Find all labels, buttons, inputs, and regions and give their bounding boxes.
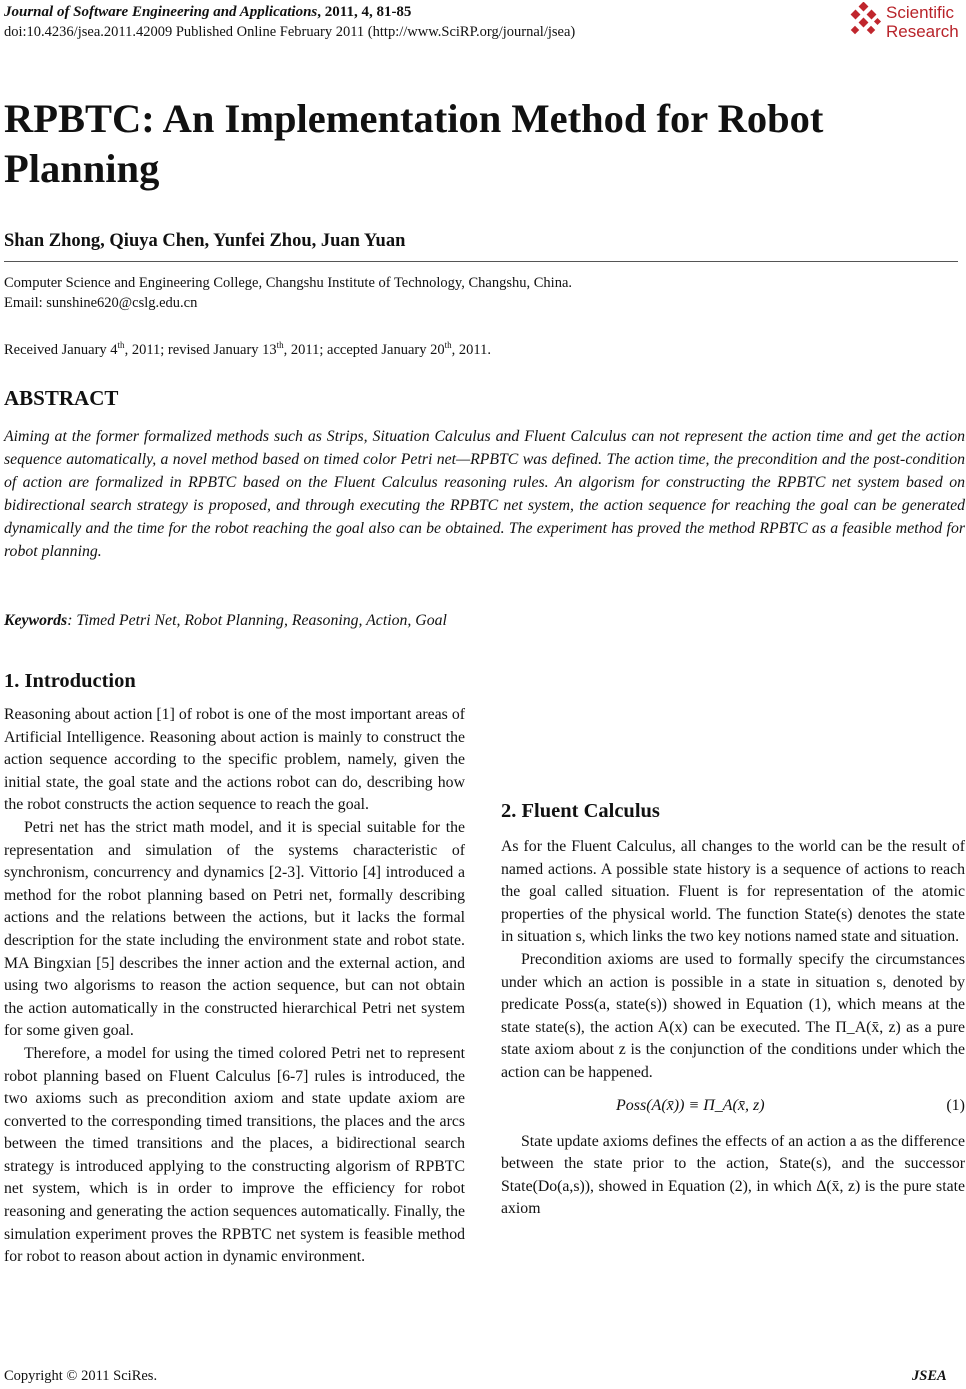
accepted-sup: th xyxy=(444,340,452,350)
section-heading-fluent-calculus: 2. Fluent Calculus xyxy=(501,800,660,822)
year-text: , 2011. xyxy=(451,341,491,358)
authors: Shan Zhong, Qiuya Chen, Yunfei Zhou, Juan Yuan xyxy=(4,231,406,251)
section-heading-introduction: 1. Introduction xyxy=(4,670,136,692)
doi-line: doi:10.4236/jsea.2011.42009 Published Online February 2011 (http://www.SciRP.org/journal/jsea) xyxy=(4,24,576,40)
email-line: Email: sunshine620@cslg.edu.cn xyxy=(4,295,198,311)
equation-1-number: (1) xyxy=(946,1096,965,1114)
header-divider xyxy=(4,261,958,262)
abstract-body: Aiming at the former formalized methods such as Strips, Situation Calculus and Fluent Calculus can not represent the action time and get the action sequence automatically, a novel method based on timed color Petri net—RPBTC was defined. The action time, the precondition and the post-condition of action are formalized in RPBTC based on the Fluent Calculus reasoning rules. An algorism for constructing the RPBTC net system based on bidirectional search strategy is proposed, and through executing the RPBTC net system, the action sequence for reaching the goal can be generated dynamically and the time for the robot reaching the goal also can be obtained. The experiment has proved the method RPBTC as a feasible method for robot planning. xyxy=(4,428,965,560)
paper-title: RPBTC: An Implementation Method for Robot Planning xyxy=(4,96,824,191)
journal-title: Journal of Software Engineering and Applications xyxy=(4,4,318,20)
equation-1 xyxy=(501,1085,965,1131)
logo-text-line1: Scientific xyxy=(886,3,955,22)
received-text: Received January 4 xyxy=(4,341,118,358)
fluent-paragraph-2: Precondition axioms are used to formally specify the circumstances under which an action is possible in a state in situation s, denoted by predicate Poss(a, state(s)) showed in Equation (1), which means at the state state(s), the action A(x) can be executed. The Π_A(x̄, z) as a pure state axiom about z is the conjunction of the conditions under which the action can be happened. xyxy=(501,950,965,1081)
journal-header xyxy=(4,3,411,21)
publisher-logo xyxy=(848,2,966,44)
journal-volume: , 2011, 4, 81-85 xyxy=(317,4,412,20)
abstract-heading: ABSTRACT xyxy=(4,386,119,410)
footer-copyright: Copyright © 2011 SciRes. xyxy=(4,1368,158,1384)
received-sup: th xyxy=(117,340,125,350)
logo-text-line2: Research xyxy=(886,22,959,41)
intro-paragraph-1: Reasoning about action [1] of robot is one of the most important areas of Artificial Intelligence. Reasoning about action is mainly to construct the action sequence according to the specific problem, namely, given the initial state, the goal state and the actions robot can do, describing how the robot constructs the action sequence to reach the goal. xyxy=(4,706,465,814)
equation-1-body: Poss(A(x̄)) ≡ Π_A(x̄, z) xyxy=(616,1096,765,1114)
fluent-paragraph-1: As for the Fluent Calculus, all changes to the world can be the result of named actions. A possible state history is a sequence of actions to reach the goal called situation. Fluent is for representation of the atomic properties of the physical world. The function State(s) denotes the state in situation s, which links the two key notions named state and situation. xyxy=(501,838,965,946)
logo-mark-icon xyxy=(848,2,884,42)
footer-journal-abbr: JSEA xyxy=(912,1368,947,1384)
intro-paragraph-3: Therefore, a model for using the timed colored Petri net to represent robot planning based on Fluent Calculus [6-7] rules is introduced, the two axioms such as precondition axiom and state update axiom are converted to the corresponding timed transitions, the places and the arcs between the timed transitions and the places, a bidirectional search strategy is introduced applying to the constructing algorism of RPBTC net system, which is in order to improve the efficiency for robot reasoning and generating the action sequences automatically. Finally, the simulation experiment proves the RPBTC net system is feasible method for robot to reason about action in dynamic environment. xyxy=(4,1044,465,1266)
fluent-paragraph-3: State update axioms defines the effects of an action a as the difference between the state prior to the action, State(s), and the successor State(Do(a,s)), showed in Equation (2), in which Δ(x̄, z) is the pure state axiom xyxy=(501,1132,965,1218)
received-dates xyxy=(4,336,491,360)
revised-text: , 2011; revised January 13 xyxy=(124,341,277,358)
keywords-list: : Timed Petri Net, Robot Planning, Reasoning, Action, Goal xyxy=(67,612,447,629)
revised-sup: th xyxy=(276,340,284,350)
keywords xyxy=(4,610,447,632)
accepted-text: , 2011; accepted January 20 xyxy=(283,341,445,358)
intro-paragraph-2: Petri net has the strict math model, and it is special suitable for the representation and simulation of the systems characteristic of synchronism, concurrency and dynamics [2-3]. Vittorio [4] introduced a method for the robot planning based on Petri net, formally describing actions and the relations between the actions, but it lacks the formal description for the state including the environment state and robot state. MA Bingxian [5] describes the inner action and the external action, and using two algorisms to reason the action sequence, but can not obtain the action automatically in the constructed hierarchical Petri net system for some given goal. xyxy=(4,818,465,1040)
affiliation: Computer Science and Engineering College, Changshu Institute of Technology, Changshu, China. xyxy=(4,275,573,291)
right-column-section2 xyxy=(501,798,965,1221)
left-column xyxy=(4,668,465,1269)
keywords-label: Keywords xyxy=(4,612,68,629)
